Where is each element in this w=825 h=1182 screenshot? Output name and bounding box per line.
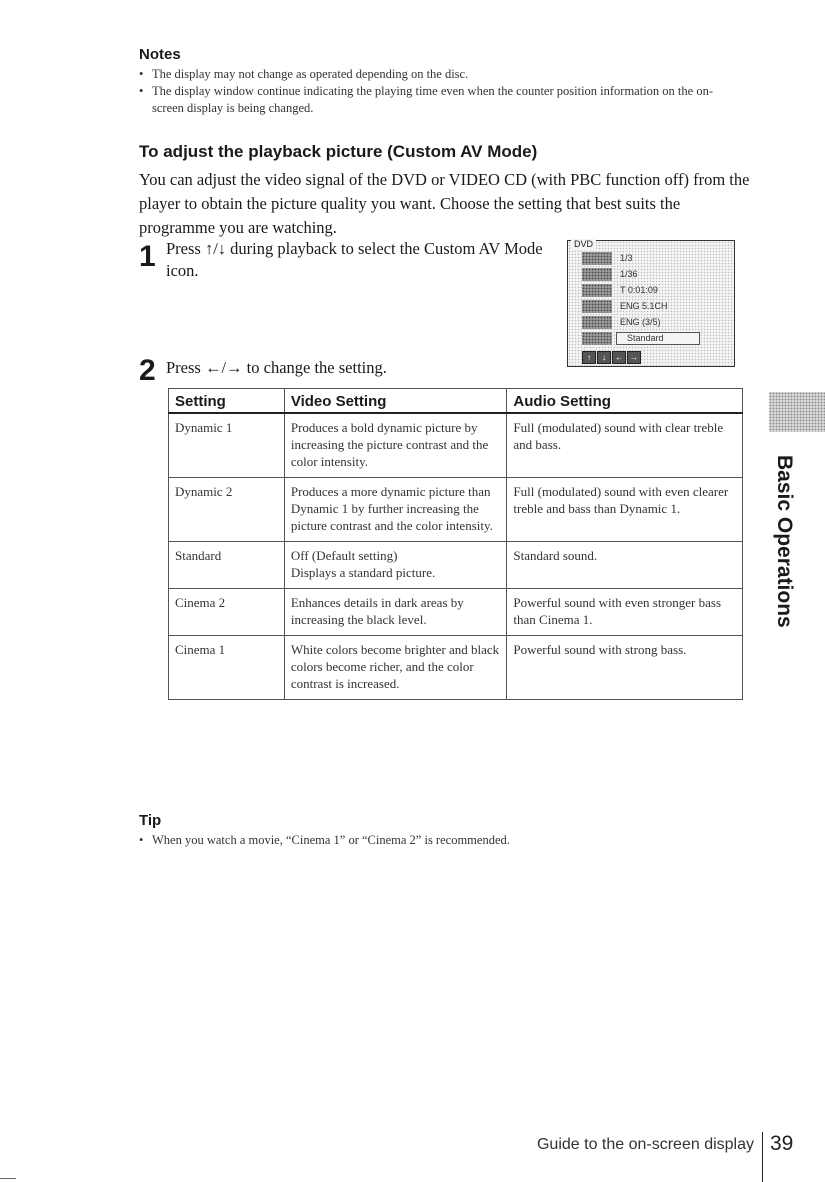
section-tab-marker	[769, 392, 825, 432]
table-row	[169, 478, 743, 542]
crop-mark	[0, 1178, 16, 1179]
osd-row-title	[582, 252, 732, 265]
settings-table	[168, 388, 743, 700]
section-tab-label: Basic Operations	[773, 455, 796, 628]
step-text: Press ↑/↓ during playback to select the Custom AV Mode icon.	[166, 239, 543, 280]
table-row	[169, 636, 743, 700]
chapter-icon	[582, 268, 612, 281]
table-cell: Standard sound.	[507, 542, 743, 589]
osd-value: 1/36	[620, 269, 638, 279]
table-cell: Dynamic 2	[169, 478, 285, 542]
table-cell: Powerful sound with strong bass.	[507, 636, 743, 700]
osd-row-subtitle	[582, 316, 732, 329]
arrow-left-icon: ←	[612, 351, 626, 364]
custom-av-mode-icon	[582, 332, 612, 345]
section-heading: To adjust the playback picture (Custom AV Mode)	[139, 142, 538, 161]
table-cell: Dynamic 1	[169, 413, 285, 478]
table-cell: Produces a bold dynamic picture by increasing the picture contrast and the color intensity.	[284, 413, 507, 478]
table-cell: Cinema 2	[169, 589, 285, 636]
tip-list	[139, 832, 739, 849]
arrow-up-icon: ↑	[582, 351, 596, 364]
osd-row-time	[582, 284, 732, 297]
table-row	[169, 589, 743, 636]
osd-value: T 0:01:09	[620, 285, 658, 295]
time-icon	[582, 284, 612, 297]
subtitle-icon	[582, 316, 612, 329]
arrow-right-icon: →	[627, 351, 641, 364]
column-header: Audio Setting	[507, 389, 743, 414]
list-item: • The display may not change as operated depending on the disc.	[139, 66, 739, 83]
arrow-down-icon: ↓	[597, 351, 611, 364]
tip-heading: Tip	[139, 812, 162, 829]
table-cell: Standard	[169, 542, 285, 589]
table-cell: Enhances details in dark areas by increasing the black level.	[284, 589, 507, 636]
osd-value: ENG (3/5)	[620, 317, 661, 327]
table-cell: Produces a more dynamic picture than Dynamic 1 by further increasing the picture contrast and the color intensity.	[284, 478, 507, 542]
osd-value: ENG 5.1CH	[620, 301, 668, 311]
table-cell: Full (modulated) sound with clear treble and bass.	[507, 413, 743, 478]
notes-list	[139, 66, 739, 117]
step-number: 1	[139, 240, 156, 273]
section-intro: You can adjust the video signal of the DVD or VIDEO CD (with PBC function off) from the player to obtain the picture quality you want. Choose the setting that best suits the programme you are watching.	[139, 170, 750, 237]
table-row	[169, 542, 743, 589]
table-cell: Full (modulated) sound with even clearer treble and bass than Dynamic 1.	[507, 478, 743, 542]
osd-value: Standard	[627, 333, 664, 343]
osd-row-audio	[582, 300, 732, 313]
title-icon	[582, 252, 612, 265]
column-header: Video Setting	[284, 389, 507, 414]
footer-section-title: Guide to the on-screen display	[536, 1136, 754, 1153]
osd-row-chapter	[582, 268, 732, 281]
table-cell: White colors become brighter and black colors become richer, and the color contrast is increased.	[284, 636, 507, 700]
audio-icon	[582, 300, 612, 313]
osd-navigation-keys	[582, 351, 641, 364]
table-cell: Off (Default setting) Displays a standard picture.	[284, 542, 507, 589]
footer-divider	[762, 1132, 763, 1182]
osd-value: 1/3	[620, 253, 633, 263]
table-cell: Cinema 1	[169, 636, 285, 700]
column-header: Setting	[169, 389, 285, 414]
on-screen-display-illustration	[567, 240, 735, 367]
list-item: • When you watch a movie, “Cinema 1” or “Cinema 2” is recommended.	[139, 832, 739, 849]
notes-heading: Notes	[139, 46, 181, 63]
table-cell: Powerful sound with even stronger bass than Cinema 1.	[507, 589, 743, 636]
table-header-row	[169, 389, 743, 414]
page-number: 39	[770, 1132, 794, 1155]
list-item: • The display window continue indicating the playing time even when the counter position information on the on-screen display is being changed.	[139, 83, 739, 117]
step-text: Press ←/→ to change the setting.	[166, 358, 387, 377]
table-row	[169, 413, 743, 478]
step-number: 2	[139, 354, 156, 387]
osd-row-custom-av	[582, 332, 732, 345]
osd-disc-label: DVD	[571, 239, 596, 249]
